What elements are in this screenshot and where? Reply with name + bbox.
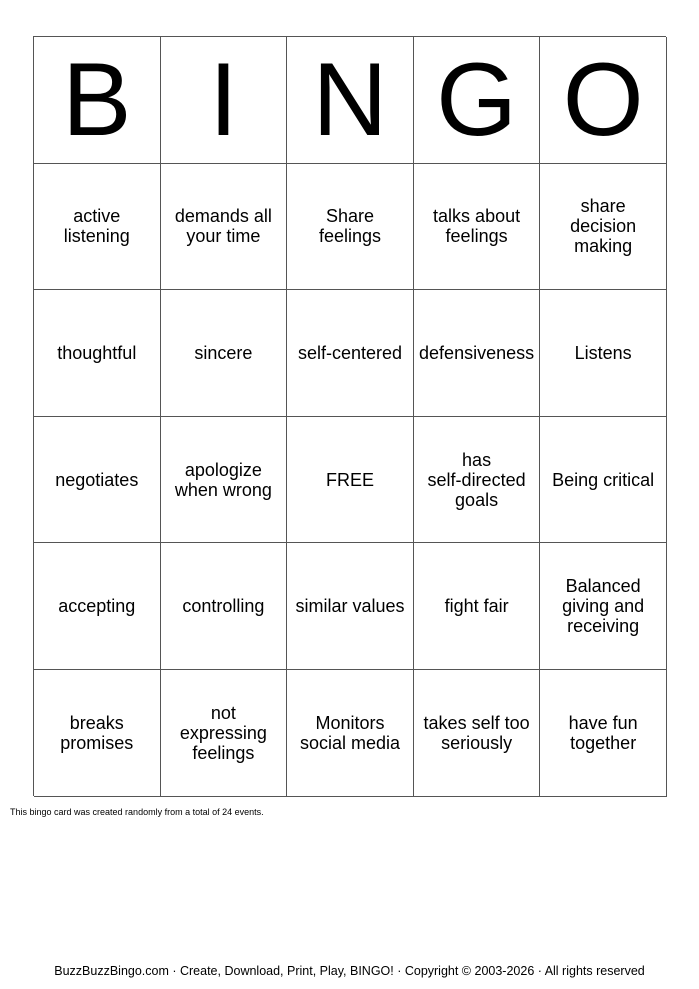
- bingo-cell: demands all your time: [161, 164, 288, 291]
- bingo-card: [33, 36, 666, 796]
- bingo-cell: defensiveness: [414, 290, 541, 417]
- bingo-cell: Listens: [540, 290, 667, 417]
- bingo-cell: not expressing feelings: [161, 670, 288, 797]
- page-footer: BuzzBuzzBingo.com · Create, Download, Print, Play, BINGO! · Copyright © 2003-2026 · All rights reserved: [54, 964, 645, 978]
- bingo-cell: share decision making: [540, 164, 667, 291]
- bingo-cell: have fun together: [540, 670, 667, 797]
- bingo-cell: apologize when wrong: [161, 417, 288, 544]
- card-generation-note: This bingo card was created randomly from a total of 24 events.: [10, 807, 264, 817]
- header-letter-b: B: [34, 37, 161, 164]
- bingo-cell: breaks promises: [34, 670, 161, 797]
- header-letter-n: N: [287, 37, 414, 164]
- bingo-cell: Being critical: [540, 417, 667, 544]
- bingo-cell: active listening: [34, 164, 161, 291]
- bingo-cell: self-centered: [287, 290, 414, 417]
- bingo-cell: controlling: [161, 543, 288, 670]
- bingo-cell: thoughtful: [34, 290, 161, 417]
- bingo-cell: Monitors social media: [287, 670, 414, 797]
- bingo-cell: takes self too seriously: [414, 670, 541, 797]
- header-letter-i: I: [161, 37, 288, 164]
- bingo-cell: Balanced giving and receiving: [540, 543, 667, 670]
- header-letter-o: O: [540, 37, 667, 164]
- bingo-cell: similar values: [287, 543, 414, 670]
- bingo-cell: accepting: [34, 543, 161, 670]
- bingo-cell: talks about feelings: [414, 164, 541, 291]
- bingo-cell: has self-directed goals: [414, 417, 541, 544]
- header-letter-g: G: [414, 37, 541, 164]
- bingo-cell: sincere: [161, 290, 288, 417]
- free-space-cell: FREE: [287, 417, 414, 544]
- bingo-cell: Share feelings: [287, 164, 414, 291]
- bingo-cell: negotiates: [34, 417, 161, 544]
- bingo-cell: fight fair: [414, 543, 541, 670]
